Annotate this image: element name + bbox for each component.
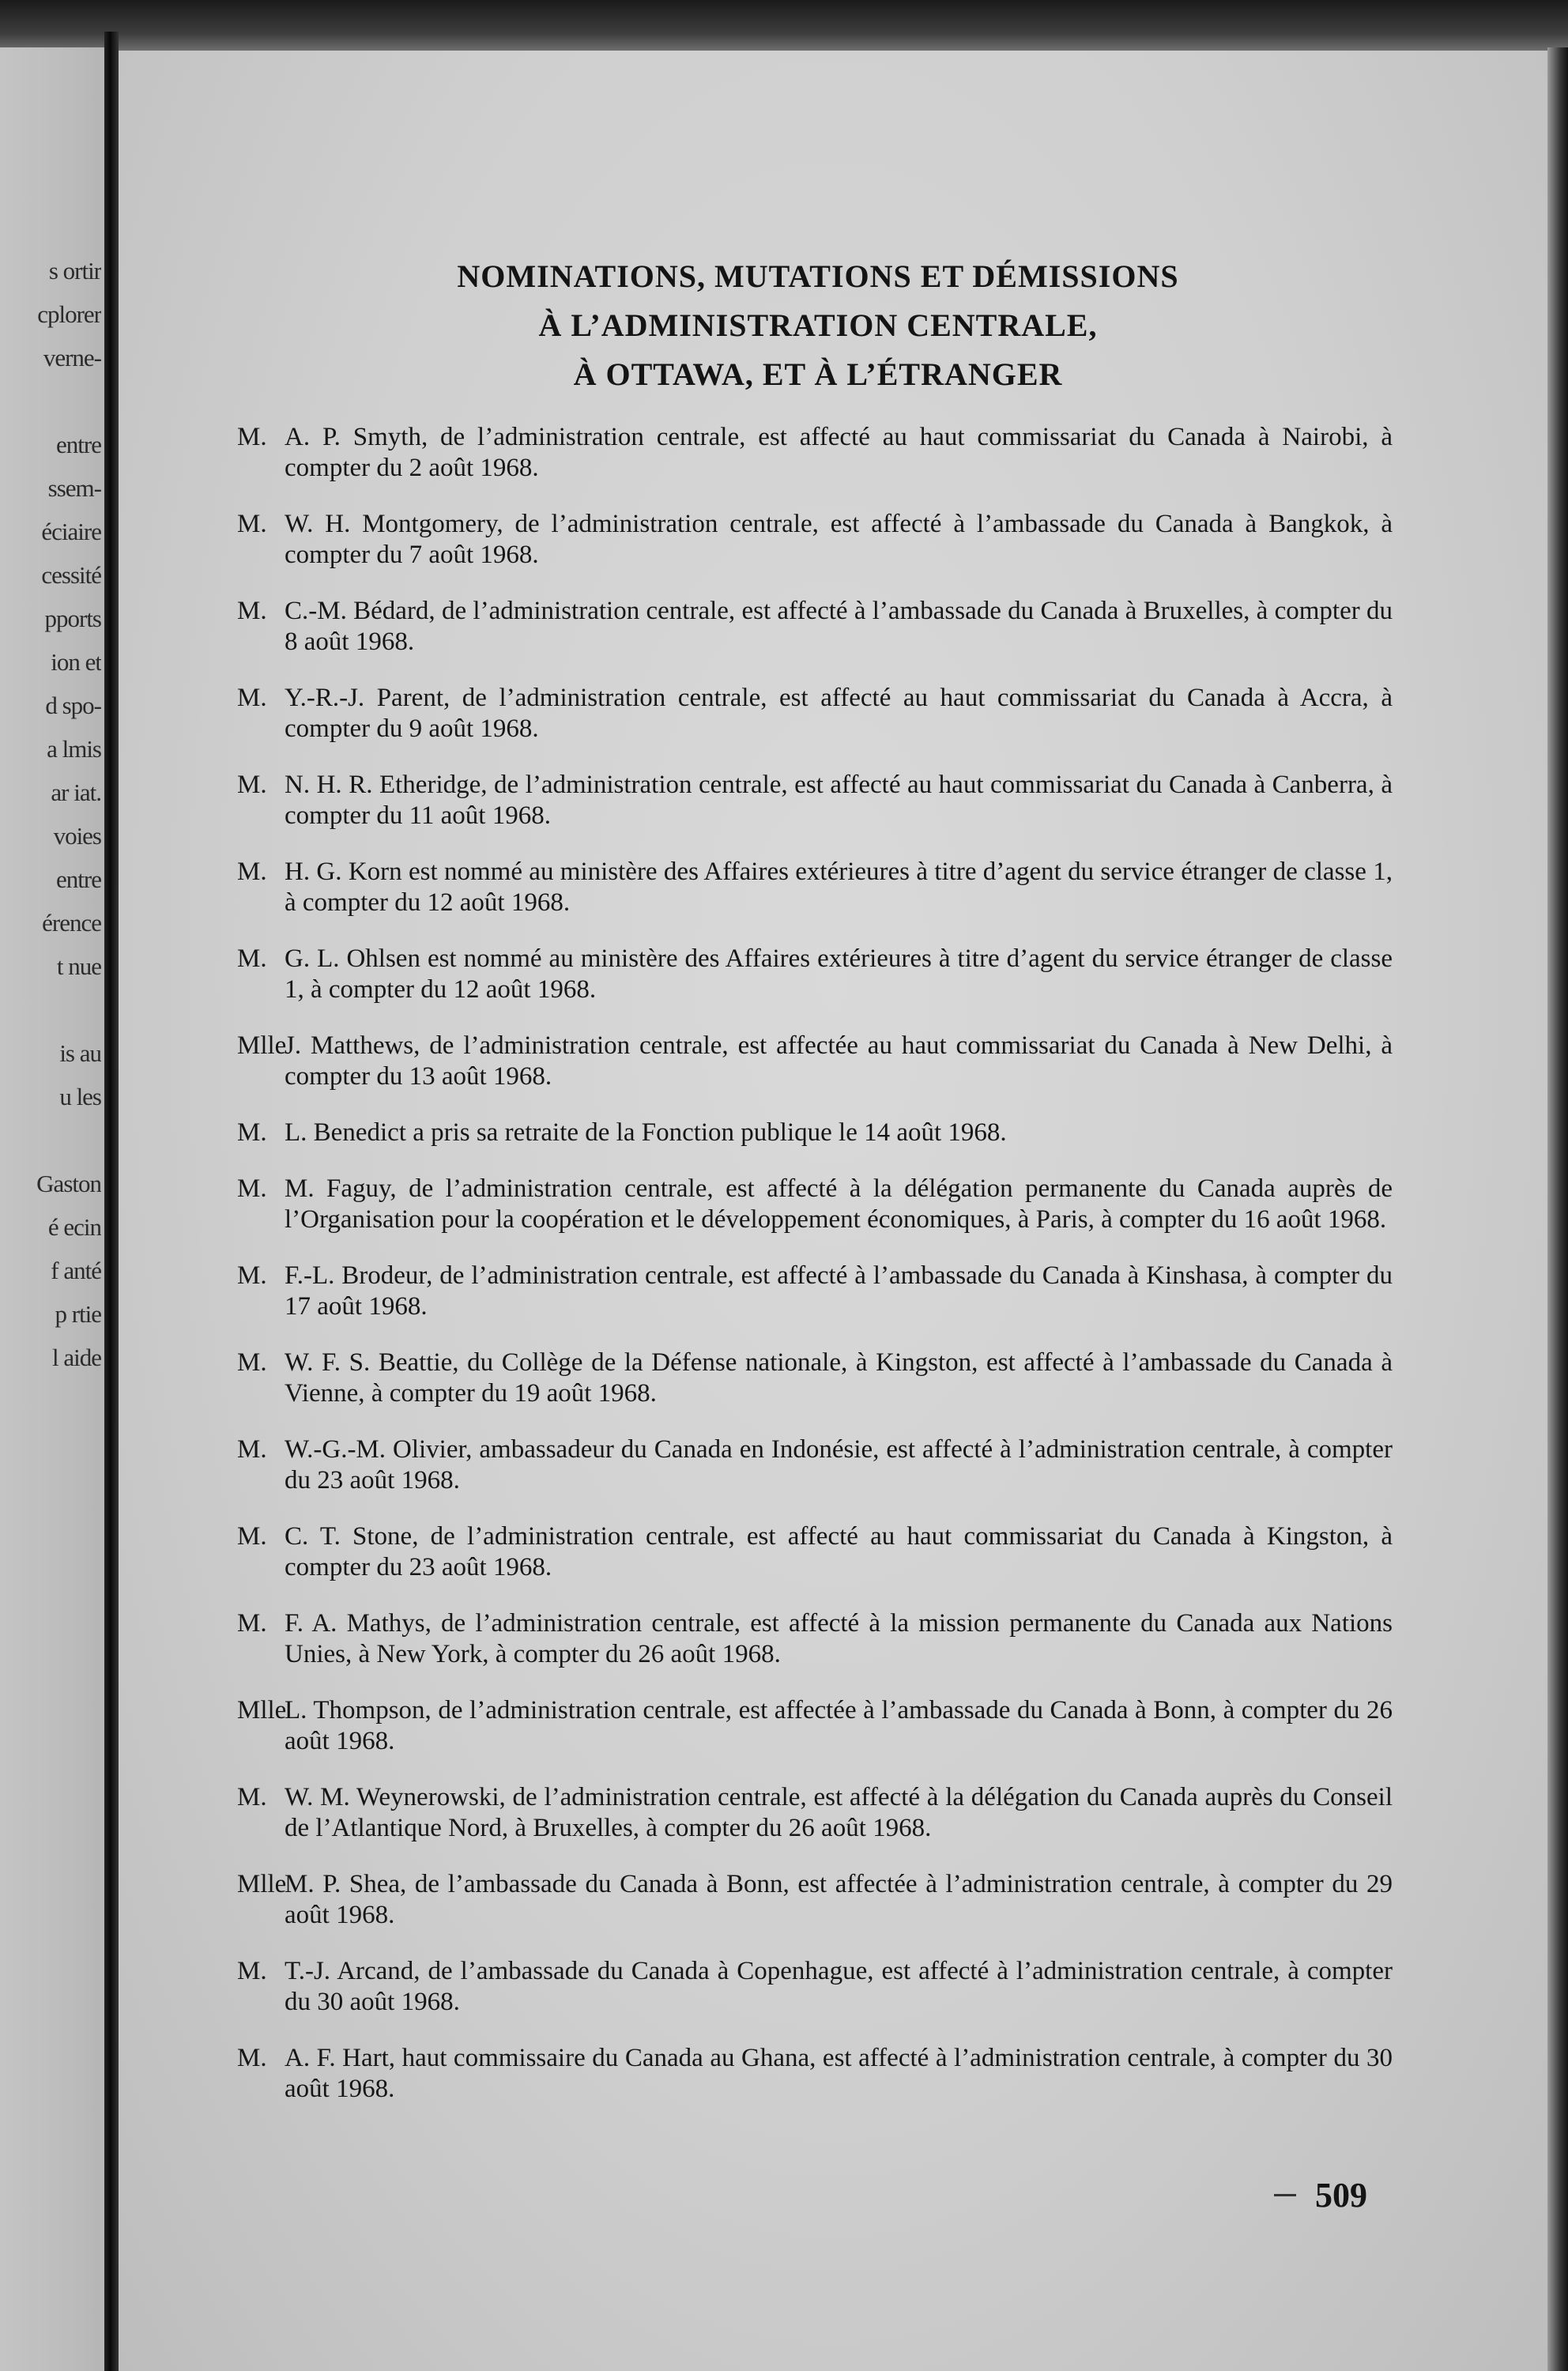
entry-honorific: M.: [237, 1957, 267, 1985]
previous-page-fragment: ssem-: [47, 474, 101, 502]
entry-honorific: M.: [237, 1435, 267, 1464]
entry-honorific: M.: [237, 684, 267, 712]
previous-page-fragment: is au: [59, 1039, 101, 1067]
previous-page-fragment: f anté: [51, 1257, 101, 1284]
page-right-edge-shadow: [1547, 47, 1568, 2371]
previous-page-fragment: entre: [56, 865, 101, 893]
list-item: [237, 1956, 1393, 2018]
entry-honorific: M.: [237, 2044, 267, 2072]
list-item: [237, 857, 1393, 918]
list-item: [237, 1608, 1393, 1670]
list-item: [237, 1348, 1393, 1409]
previous-page-fragment: d spo-: [45, 692, 101, 719]
entry-text: A. F. Hart, haut commissaire du Canada au Ghana, est affecté à l’administration centrale, à compter du 30 août 1968.: [285, 2044, 1393, 2103]
entry-text: G. L. Ohlsen est nommé au ministère des Affaires extérieures à titre d’agent du service étranger de classe 1, à compter du 12 août 1968.: [285, 944, 1393, 1004]
previous-page-fragment: l aide: [52, 1344, 101, 1371]
previous-page-fragment: voies: [53, 822, 101, 850]
entry-text: H. G. Korn est nommé au ministère des Affaires extérieures à titre d’agent du service étranger de classe 1, à compter du 12 août 1968.: [285, 858, 1393, 917]
previous-page-fragment: érence: [42, 909, 101, 937]
previous-page-strip: [0, 47, 104, 2371]
entry-honorific: M.: [237, 597, 267, 625]
entry-text: Y.-R.-J. Parent, de l’administration centrale, est affecté au haut commissariat du Canada à Accra, à compter du 9 août 1968.: [285, 684, 1393, 743]
list-item: [237, 509, 1393, 571]
previous-page-fragment: ion et: [51, 648, 101, 676]
appointments-list: [237, 422, 1393, 2130]
list-item: [237, 1118, 1393, 1148]
entry-text: M. P. Shea, de l’ambassade du Canada à Bonn, est affectée à l’administration centrale, à compter du 29 août 1968.: [285, 1870, 1393, 1929]
entry-honorific: M.: [237, 1609, 267, 1638]
entry-text: F. A. Mathys, de l’administration centrale, est affecté à la mission permanente du Canada aux Nations Unies, à New York, à compter du 26 août 1968.: [285, 1609, 1393, 1668]
previous-page-fragment: cessité: [41, 561, 101, 589]
previous-page-fragment: entre: [56, 431, 101, 458]
list-item: [237, 1434, 1393, 1496]
entry-text: W. F. S. Beattie, du Collège de la Défense nationale, à Kingston, est affecté à l’ambassade du Canada à Vienne, à compter du 19 août 1968.: [285, 1348, 1393, 1408]
document-page: [119, 51, 1547, 2371]
entry-honorific: M.: [237, 858, 267, 886]
entry-text: L. Benedict a pris sa retraite de la Fonction publique le 14 août 1968.: [285, 1118, 1007, 1147]
list-item: [237, 944, 1393, 1005]
previous-page-fragment: Gaston: [36, 1170, 101, 1197]
previous-page-fragment: [0, 1118, 101, 1162]
previous-page-fragment: [0, 988, 101, 1031]
entry-honorific: M.: [237, 1522, 267, 1551]
entry-honorific: M.: [237, 1174, 267, 1203]
list-item: [237, 1869, 1393, 1931]
entry-honorific: M.: [237, 944, 267, 973]
list-item: [237, 770, 1393, 831]
entry-text: T.-J. Arcand, de l’ambassade du Canada à Copenhague, est affecté à l’administration centrale, à compter du 30 août 1968.: [285, 1957, 1393, 2016]
entry-honorific: Mlle: [237, 1031, 287, 1060]
entry-honorific: Mlle: [237, 1870, 287, 1898]
list-item: [237, 1521, 1393, 1583]
entry-text: N. H. R. Etheridge, de l’administration centrale, est affecté au haut commissariat du Canada à Canberra, à compter du 11 août 1968.: [285, 771, 1393, 830]
previous-page-fragment: é ecin: [47, 1213, 101, 1241]
entry-honorific: M.: [237, 771, 267, 799]
entry-text: F.-L. Brodeur, de l’administration centrale, est affecté à l’ambassade du Canada à Kinshasa, à compter du 17 août 1968.: [285, 1261, 1393, 1321]
page-number-dash: [1274, 2194, 1296, 2196]
entry-honorific: M.: [237, 1118, 267, 1147]
page-title: [427, 252, 1209, 399]
list-item: [237, 1261, 1393, 1322]
previous-page-fragment: ar iat.: [51, 778, 101, 806]
previous-page-fragment: a lmis: [47, 735, 101, 763]
list-item: [237, 1174, 1393, 1235]
entry-honorific: M.: [237, 510, 267, 538]
entry-honorific: M.: [237, 1261, 267, 1290]
list-item: [237, 683, 1393, 744]
binding-fold: [104, 32, 119, 2371]
previous-page-fragment: pports: [44, 605, 101, 632]
previous-page-fragment: t nue: [56, 952, 101, 980]
list-item: [237, 422, 1393, 484]
entry-honorific: M.: [237, 1348, 267, 1377]
entry-text: W. H. Montgomery, de l’administration centrale, est affecté à l’ambassade du Canada à Bangkok, à compter du 7 août 1968.: [285, 510, 1393, 569]
entry-text: W. M. Weynerowski, de l’administration centrale, est affecté à la délégation du Canada auprès du Conseil de l’Atlantique Nord, à Bruxelles, à compter du 26 août 1968.: [285, 1783, 1393, 1842]
entry-honorific: Mlle: [237, 1696, 287, 1725]
list-item: [237, 1782, 1393, 1844]
entry-text: L. Thompson, de l’administration centrale, est affectée à l’ambassade du Canada à Bonn, à compter du 26 août 1968.: [285, 1696, 1393, 1755]
previous-page-fragment: u les: [59, 1083, 101, 1110]
previous-page-text-fragments: [0, 249, 101, 1379]
previous-page-fragment: verne-: [43, 344, 101, 371]
title-line-2: À L’ADMINISTRATION CENTRALE,: [538, 307, 1098, 343]
page-number: 509: [1315, 2176, 1367, 2215]
entry-text: W.-G.-M. Olivier, ambassadeur du Canada en Indonésie, est affecté à l’administration centrale, à compter du 23 août 1968.: [285, 1435, 1393, 1495]
title-line-1: NOMINATIONS, MUTATIONS ET DÉMISSIONS: [457, 258, 1179, 294]
title-line-3: À OTTAWA, ET À L’ÉTRANGER: [573, 356, 1063, 392]
previous-page-fragment: s ortir: [48, 257, 101, 285]
entry-text: C.-M. Bédard, de l’administration centrale, est affecté à l’ambassade du Canada à Bruxelles, à compter du 8 août 1968.: [285, 597, 1393, 656]
previous-page-fragment: cplorer: [37, 300, 101, 328]
list-item: [237, 596, 1393, 658]
entry-text: A. P. Smyth, de l’administration centrale, est affecté au haut commissariat du Canada à Nairobi, à compter du 2 août 1968.: [285, 423, 1393, 482]
entry-text: J. Matthews, de l’administration centrale, est affectée au haut commissariat du Canada à New Delhi, à compter du 13 août 1968.: [285, 1031, 1393, 1091]
entry-text: C. T. Stone, de l’administration centrale, est affecté au haut commissariat du Canada à Kingston, à compter du 23 août 1968.: [285, 1522, 1393, 1581]
previous-page-fragment: éciaire: [41, 518, 101, 545]
entry-honorific: M.: [237, 423, 267, 451]
previous-page-fragment: [0, 379, 101, 423]
list-item: [237, 1031, 1393, 1092]
entry-honorific: M.: [237, 1783, 267, 1811]
list-item: [237, 1695, 1393, 1757]
scan-top-shadow: [0, 0, 1568, 55]
previous-page-fragment: p rtie: [55, 1300, 101, 1328]
entry-text: M. Faguy, de l’administration centrale, est affecté à la délégation permanente du Canada auprès de l’Organisation pour la coopération et le développement économiques, à Paris, à compter du 16 août 1968.: [285, 1174, 1393, 1234]
list-item: [237, 2043, 1393, 2105]
